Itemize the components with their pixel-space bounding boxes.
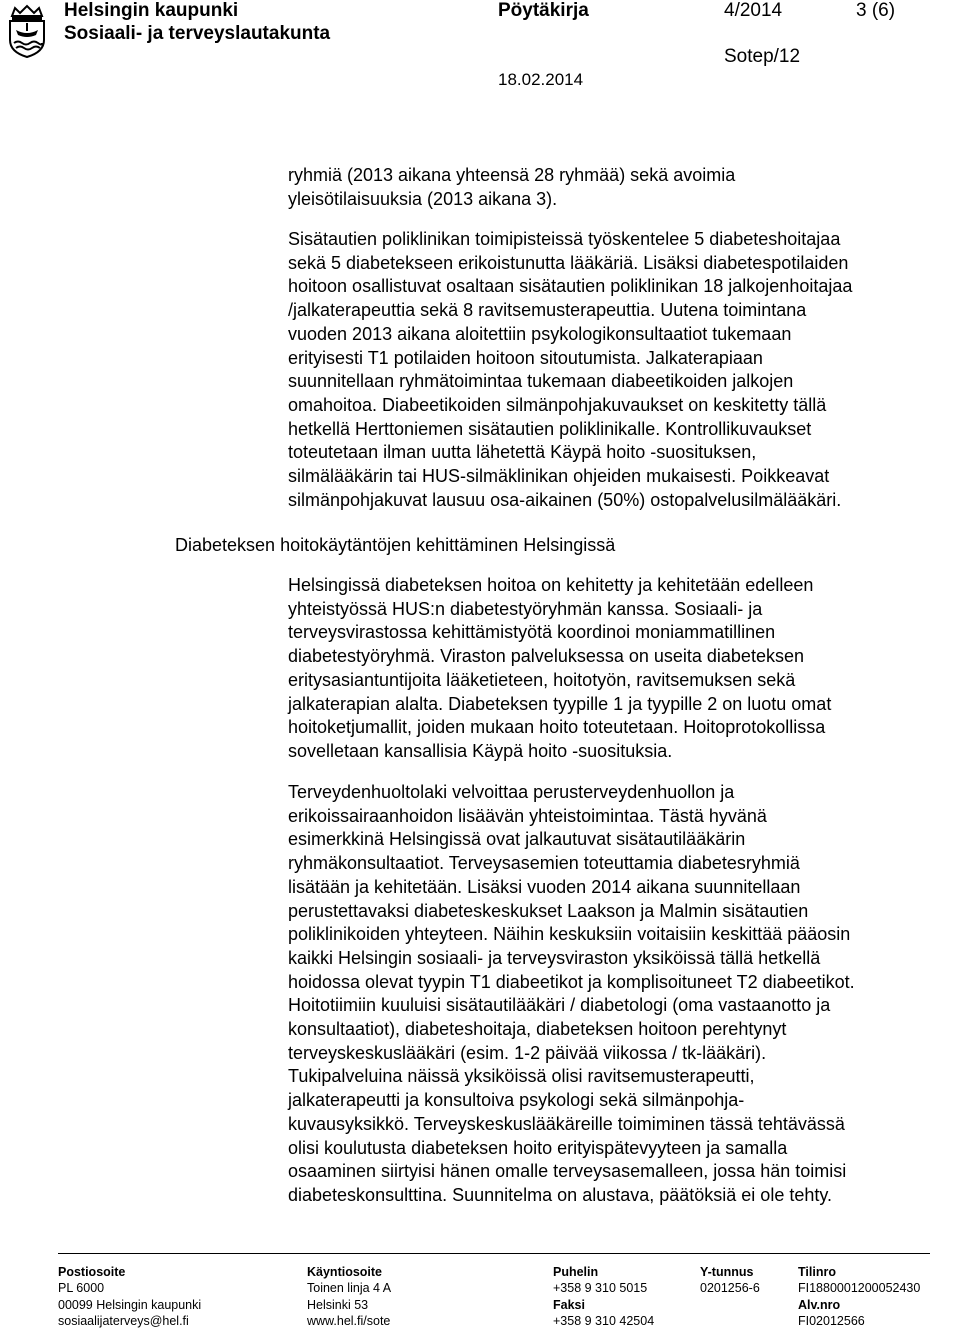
helsinki-crest-icon bbox=[6, 4, 48, 58]
footer-line: 00099 Helsingin kaupunki bbox=[58, 1297, 202, 1312]
footer-heading: Käyntiosoite bbox=[307, 1265, 383, 1279]
footer-line: FI1880001200052430 bbox=[798, 1281, 921, 1296]
footer-line: PL 6000 bbox=[58, 1281, 105, 1296]
document-date: 18.02.2014 bbox=[498, 70, 584, 89]
footer-line: +358 9 310 42504 bbox=[553, 1313, 655, 1328]
section-heading: Diabeteksen hoitokäytäntöjen kehittäminen Helsingissä bbox=[175, 535, 616, 555]
document-type: Pöytäkirja bbox=[498, 0, 589, 21]
text-line: osaaminen siirtyisi hänen omalle terveysasemalleen, jossa hän toimisi bbox=[288, 1161, 847, 1182]
footer-line: FI02012566 bbox=[798, 1313, 865, 1328]
footer-line: Helsinki 53 bbox=[307, 1297, 369, 1312]
footer-postal-address bbox=[58, 1264, 201, 1329]
paragraph-1 bbox=[288, 164, 950, 211]
footer-heading: Y-tunnus bbox=[700, 1265, 754, 1279]
text-line: Terveydenhuoltolaki velvoittaa perusterveydenhuollon ja bbox=[288, 782, 735, 802]
text-line: /jalkaterapeuttia sekä 8 ravitsemusterapeuttia. Uutena toimintana bbox=[288, 300, 807, 321]
footer-email-link[interactable]: sosiaalijaterveys@hel.fi bbox=[58, 1313, 189, 1328]
section-reference: Sotep/12 bbox=[724, 46, 801, 67]
text-line: terveysvirastossa kehittämistyötä koordinoi moniammatillinen bbox=[288, 622, 776, 643]
text-line: jalkaterapeutti ja konsultoiva psykologi sekä silmänpohja- bbox=[288, 1090, 745, 1111]
text-line: diabeteskonsulttina. Suunnitelma on alustava, päätöksiä ei ole tehty. bbox=[288, 1184, 833, 1205]
footer-line: Toinen linja 4 A bbox=[307, 1281, 392, 1296]
text-line: hetkellä Herttoniemen sisätautien poliklinikalle. Kontrollikuvaukset bbox=[288, 418, 812, 439]
text-line: silmänpohjakuvat lausuu osa-aikainen (50%) ostopalvelusilmälääkäri. bbox=[288, 489, 842, 510]
footer-heading: Puhelin bbox=[553, 1265, 599, 1279]
text-line: hoitoketjumallit, joiden mukaan hoito toteutetaan. Hoitoprotokollissa bbox=[288, 717, 826, 738]
text-line: vuoden 2013 aikana aloitettiin psykologikonsultaatiot tukemaan bbox=[288, 323, 792, 344]
page-info: 3 (6) bbox=[856, 0, 896, 21]
organization-name: Helsingin kaupunki bbox=[64, 0, 239, 21]
text-line: lisätään ja kehitetään. Lisäksi vuoden 2014 aikana suunnitellaan bbox=[288, 876, 801, 897]
text-line: perustettavaksi diabeteskeskukset Laakson ja Malmin sisätautien bbox=[288, 900, 809, 921]
text-line: konsultaatiot), diabeteshoitaja, diabeteksen hoitoon perehtynyt bbox=[288, 1019, 787, 1040]
text-line: toteutetaan ilman uutta lähetettä Käypä hoito -suosituksen, bbox=[288, 442, 757, 463]
footer-heading: Alv.nro bbox=[798, 1297, 841, 1312]
text-line: Helsingissä diabeteksen hoitoa on kehitetty ja kehitetään edelleen bbox=[288, 575, 814, 595]
text-line: ryhmiä (2013 aikana yhteensä 28 ryhmää) sekä avoimia bbox=[288, 165, 736, 185]
footer-heading: Tilinro bbox=[798, 1265, 836, 1279]
text-line: silmälääkärin tai HUS-silmäklinikan ohjeiden mukaisesti. Poikkeavat bbox=[288, 466, 830, 487]
text-line: jalkaterapian alalta. Diabeteksen tyypille 1 ja tyypille 2 on luotu omat bbox=[288, 693, 832, 714]
footer-business-id bbox=[700, 1264, 760, 1297]
footer-heading: Faksi bbox=[553, 1297, 585, 1312]
footer-line: 0201256-6 bbox=[700, 1281, 760, 1296]
text-line: erityisesti T1 potilaiden hoitoon sitoutumista. Jalkaterapiaan bbox=[288, 347, 763, 368]
footer-phone bbox=[553, 1264, 654, 1329]
text-line: hoitoon osallistuvat osaltaan sisätautien poliklinikan 18 jalkojenhoitajaa bbox=[288, 276, 853, 297]
text-line: olisi koulutusta diabeteksen hoito erityispätevyyteen ja samalla bbox=[288, 1137, 788, 1158]
text-line: yhteistyössä HUS:n diabetestyöryhmän kanssa. Sosiaali- ja bbox=[288, 598, 763, 619]
text-line: Sisätautien poliklinikan toimipisteissä työskentelee 5 diabeteshoitajaa bbox=[288, 229, 841, 249]
document-number: 4/2014 bbox=[724, 0, 783, 21]
text-line: esimerkkinä Helsingissä ovat jalkautuvat sisätautilääkärin bbox=[288, 829, 746, 850]
text-line: erikoissairaanhoidon lisäävän yhteistoimintaa. Tästä hyvänä bbox=[288, 805, 767, 826]
text-line: Hoitotiimiin kuuluisi sisätautilääkäri / diabetologi (oma vastaanotto ja bbox=[288, 995, 831, 1016]
text-line: suunnitellaan ryhmätoimintaa tukemaan diabeetikoiden jalkojen bbox=[288, 371, 794, 392]
paragraph-4 bbox=[288, 781, 950, 1208]
footer-visiting-address bbox=[307, 1264, 391, 1329]
footer-website-link[interactable]: www.hel.fi/sote bbox=[307, 1313, 391, 1328]
paragraph-2 bbox=[288, 228, 950, 512]
text-line: terveyskeskuslääkäri (esim. 1-2 päivää viikossa / tk-lääkäri). bbox=[288, 1042, 767, 1063]
paragraph-3 bbox=[288, 574, 950, 764]
text-line: kaikki Helsingin sosiaali- ja terveysviraston yksiköissä tällä hetkellä bbox=[288, 947, 821, 968]
text-line: ryhmäkonsultaatiot. Terveysasemien toteuttamia diabetesryhmiä bbox=[288, 853, 800, 874]
text-line: Tukipalveluina näissä yksiköissä olisi ravitsemusterapeutti, bbox=[288, 1066, 755, 1087]
text-line: sovelletaan kansallisia Käypä hoito -suosituksia. bbox=[288, 740, 673, 761]
text-line: kuvausyksikkö. Terveyskeskuslääkäreille toimiminen tässä tehtävässä bbox=[288, 1113, 845, 1134]
footer-divider bbox=[58, 1253, 930, 1254]
text-line: eritysasiantuntijoita lääketieteen, hoitotyön, ravitsemuksen sekä bbox=[288, 669, 796, 690]
text-line: yleisötilaisuuksia (2013 aikana 3). bbox=[288, 188, 558, 209]
text-line: hoidossa olevat tyypin T1 diabeetikot ja komplisoituneet T2 diabeetikot. bbox=[288, 971, 855, 992]
text-line: omahoitoa. Diabeetikoiden silmänpohjakuvaukset on keskitetty tällä bbox=[288, 394, 827, 415]
text-line: diabetestyöryhmä. Viraston palveluksessa on useita diabeteksen bbox=[288, 646, 804, 667]
text-line: poliklinikoiden yhteyteen. Näihin keskuksiin voitaisiin keskittää pääosin bbox=[288, 924, 851, 945]
footer-account bbox=[798, 1264, 920, 1329]
footer-line: +358 9 310 5015 bbox=[553, 1281, 648, 1296]
board-name: Sosiaali- ja terveyslautakunta bbox=[64, 23, 331, 44]
text-line: sekä 5 diabetekseen erikoistunutta lääkäriä. Lisäksi diabetespotilaiden bbox=[288, 252, 849, 273]
footer-heading: Postiosoite bbox=[58, 1265, 126, 1279]
